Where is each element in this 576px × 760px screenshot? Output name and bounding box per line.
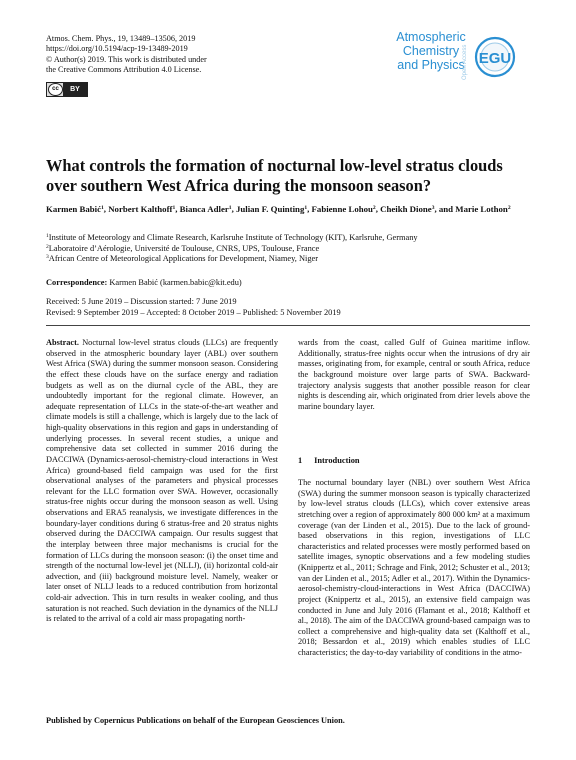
svg-text:EGU: EGU	[478, 50, 512, 67]
author[interactable]: Karmen Babić$^1$	[46, 204, 104, 214]
section-heading	[298, 456, 530, 465]
introduction-paragraph: The nocturnal boundary layer (NBL) over southern West Africa (SWA) during the summer monsoon season is typically characterized by low-level stratus clouds (LLCs), which cover extensive areas stretching over a region of approximately 800 000 km² at a maximum coverage (van der Linden et al., 2015). Due to the lack of ground-based observations in this region, investigations of LLC characteristics and related processes were mostly performed based on satellite images, synoptic observations and a few modeling studies (Knippertz et al., 2011; Schrage and Fink, 2012; Schuster et al., 2013; van der Linden et al., 2015; Adler et al., 2017). Within the Dynamics-aerosol-chemistry-cloud-interactions in West Africa (DACCIWA) project (Knippertz et al., 2015), an extensive field campaign was conducted in June and July 2016 (Flamant et al., 2018; Kalthoff et al., 2018). The aim of the DACCIWA ground-based campaign was to collect a comprehensive and high-quality data set (Kalthoff et al., 2018; Bessardon et al., 2019) which enables studies of LLC characteristics; the day-to-day variability of conditions in the atmo-	[298, 478, 530, 657]
dates-line-2: Revised: 9 September 2019 – Accepted: 8 October 2019 – Published: 5 November 2019	[46, 307, 341, 317]
egu-logo-icon	[474, 36, 530, 78]
open-access-label: Open Access	[462, 44, 468, 80]
license-text: the Creative Commons Attribution 4.0 License.	[46, 65, 202, 75]
section-title: Introduction	[314, 456, 360, 465]
header-divider	[46, 325, 530, 326]
abstract-text: Nocturnal low-level stratus clouds (LLCs) are frequently observed in the atmospheric boundary layer (ABL) over southern West Africa (SWA) during the summer monsoon season. Considering the effect these clouds have on the surface energy and radiation budgets as well as on the diurnal cycle of the ABL, they are undoubtedly important for the regional climate. However, an adequate representation of LLCs in the state-of-the-art weather and climate models is still a challenge, which is largely due to the lack of high-quality observations in this region and gaps in understanding of underlying processes. In several recent studies, a unique and comprehensive data set collected in summer 2016 during the DACCIWA (Dynamics-aerosol-chemistry-cloud interactions in West Africa) ground-based field campaign was used for the first observational analyses of the parameters and physical processes relevant for the LLC formation over SWA. However, occasionally stratus-free nights occur during the monsoon season as well. Using observations and ERA5 reanalysis, we investigate differences in the boundary-layer conditions during 6 stratus-free and 20 stratus nights observed during the DACCIWA campaign. Our results suggest that the interplay between three major mechanisms is crucial for the formation of LLCs during the monsoon season: (i) the onset time and strength of the nocturnal low-level jet (NLLJ), (ii) horizontal cold-air advection, and (iii) background moisture level. Namely, weaker or later onset of NLLJ leads to a reduced contribution from horizontal cold-air advection. This in turn results in weaker cooling, and thus saturation is not reached. Such deviation in the dynamics of the NLLJ is related to the arrival of a cold air mass propagating north-	[46, 338, 278, 624]
citation: Atmos. Chem. Phys., 19, 13489–13506, 2019	[46, 34, 196, 43]
doi-link[interactable]: https://doi.org/10.5194/acp-19-13489-2019	[46, 44, 188, 54]
author[interactable]: Julian F. Quinting$^1$	[235, 204, 308, 214]
abstract-paragraph	[46, 338, 278, 625]
abstract-label: Abstract.	[46, 338, 79, 347]
correspondence-contact[interactable]: Karmen Babić (karmen.babic@kit.edu)	[109, 278, 242, 287]
by-icon: BY	[63, 83, 87, 96]
abstract-continuation: wards from the coast, called Gulf of Guinea maritime inflow. Additionally, stratus-free nights occur when the intrusions of dry air masses, originating from, for example, central or south Africa, reduce the background moisture over large parts of SWA. Backward-trajectory analysis suggests that another possible reason for clear nights is descending air, which originated from drier levels above the marine boundary layer.	[298, 338, 530, 411]
citation-block	[46, 34, 306, 76]
author[interactable]: Norbert Kalthoff$^1$	[108, 204, 176, 214]
copyright: © Author(s) 2019. This work is distributed under	[46, 54, 207, 64]
author[interactable]: Bianca Adler$^1$	[179, 204, 232, 214]
correspondence	[46, 278, 530, 289]
publisher-footer: Published by Copernicus Publications on behalf of the European Geosciences Union.	[46, 716, 345, 725]
cc-by-license-badge[interactable]	[46, 82, 88, 97]
dates-line-1: Received: 5 June 2019 – Discussion started: 7 June 2019	[46, 297, 237, 306]
author[interactable]: Fabienne Lohou$^2$	[311, 204, 376, 214]
journal-line-3: and Physics	[397, 58, 465, 72]
paper-title: What controls the formation of nocturnal low-level stratus clouds over southern West Africa during the monsoon season?	[46, 156, 503, 195]
section-number: 1	[298, 456, 303, 465]
author-list: Karmen Babić$^1$, Norbert Kalthoff$^1$, Bianca Adler$^1$, Julian F. Quinting$^1$, Fabienne Lohou$^2$, Cheikh Dione$^3$, and Marie Lothon$^2$	[46, 204, 511, 214]
publication-dates	[46, 297, 530, 318]
affiliation: $^2$Laboratoire d’Aérologie, Université de Toulouse, CNRS, UPS, Toulouse, France	[46, 243, 320, 253]
affiliation: $^1$Institute of Meteorology and Climate Research, Karlsruhe Institute of Technology (KIT), Karlsruhe, Germany	[46, 233, 418, 242]
correspondence-label: Correspondence:	[46, 278, 108, 287]
affiliations	[46, 233, 530, 265]
cc-icon: cc	[48, 83, 63, 96]
journal-line-2: Chemistry	[402, 44, 460, 58]
affiliation: $^3$African Centre of Meteorological Applications for Development, Niamey, Niger	[46, 254, 319, 264]
author[interactable]: Cheikh Dione$^3$	[380, 204, 435, 214]
journal-line-1: Atmospheric	[396, 30, 466, 44]
author[interactable]: Marie Lothon$^2$	[455, 204, 511, 214]
